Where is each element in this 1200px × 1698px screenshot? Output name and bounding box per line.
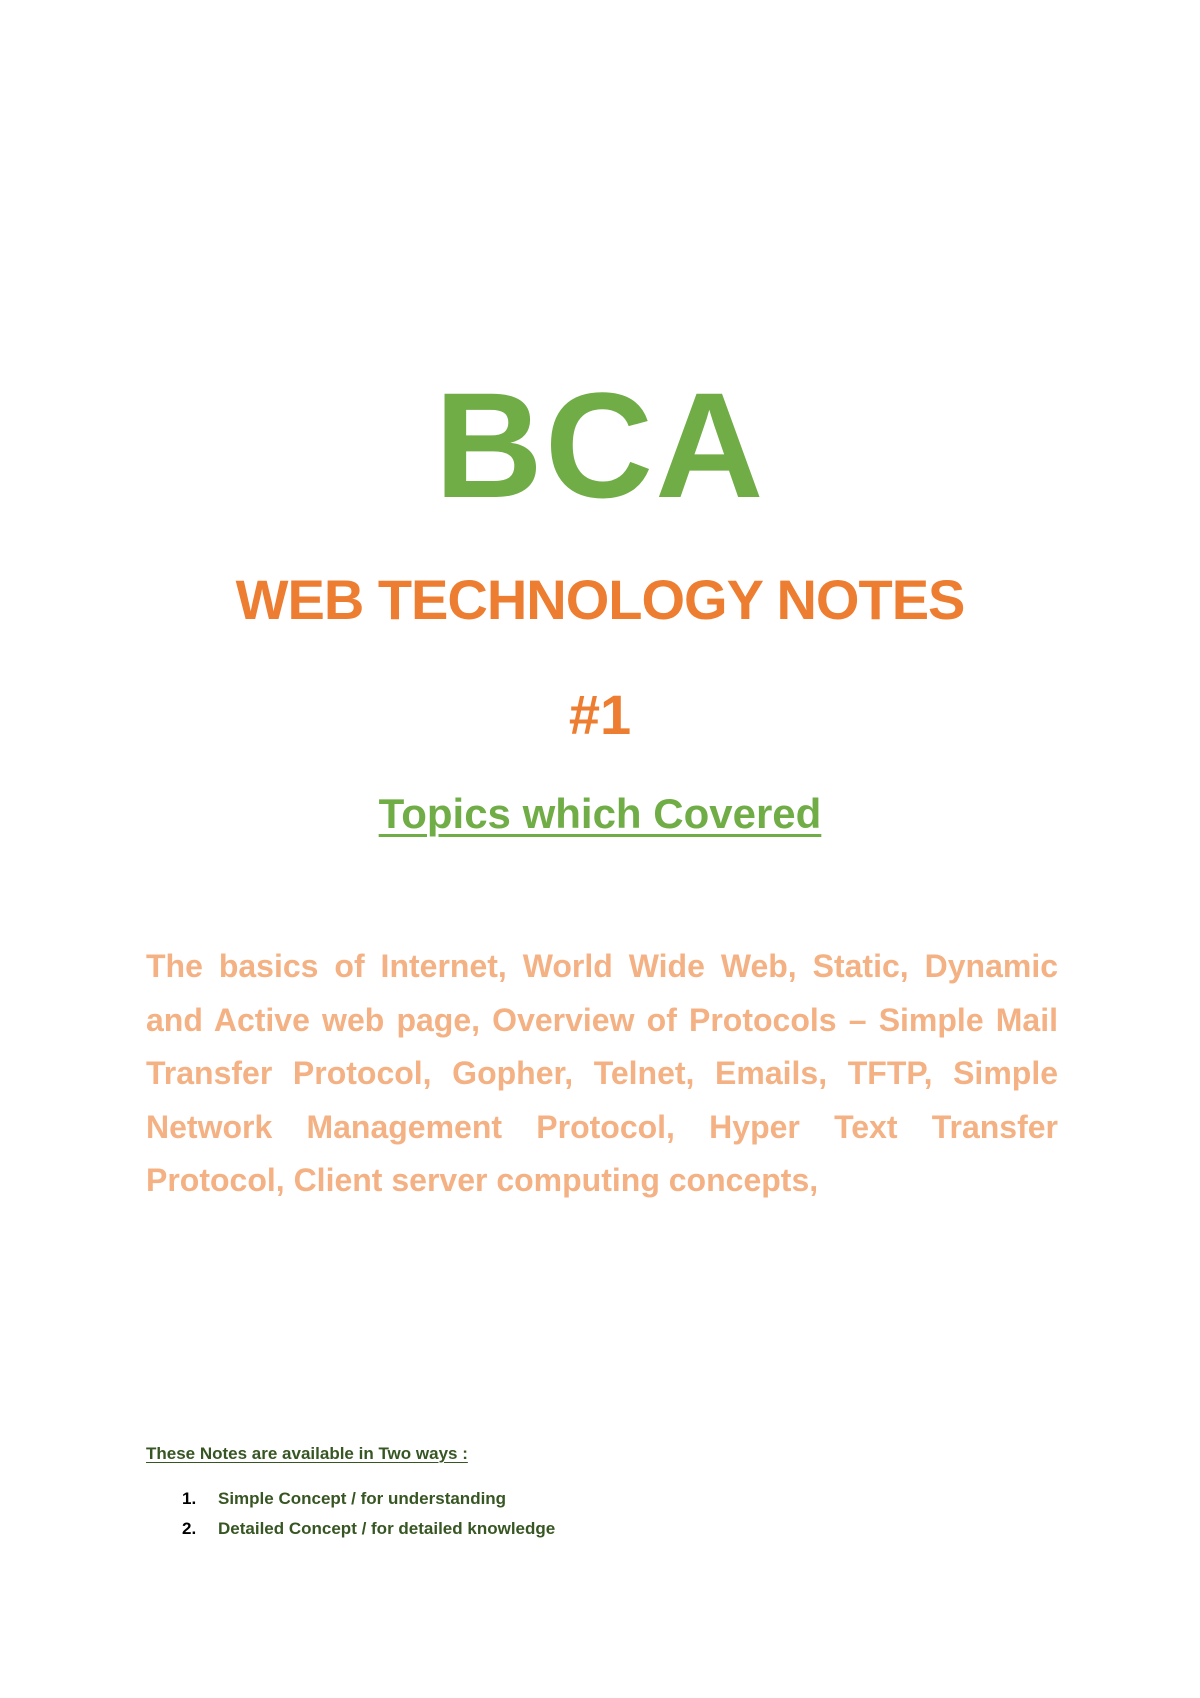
- notes-availability-list: [146, 1484, 555, 1544]
- list-item: [146, 1484, 555, 1514]
- notes-availability-heading: These Notes are available in Two ways :: [146, 1444, 468, 1463]
- notes-number: #1: [568, 683, 632, 746]
- list-item-text: Detailed Concept / for detailed knowledge: [218, 1519, 556, 1538]
- list-item-number: 2.: [182, 1519, 197, 1538]
- topics-heading: Topics which Covered: [378, 790, 822, 837]
- topics-paragraph: The basics of Internet, World Wide Web, Static, Dynamic and Active web page, Overview of Protocols – Simple Mail Transfer Protocol, Gopher, Telnet, Emails, TFTP, Simple Network Management Protocol, Hyper Text Transfer Protocol, Client server computing concepts,: [146, 948, 1058, 1199]
- list-item-text: Simple Concept / for understanding: [218, 1489, 507, 1508]
- list-item-number: 1.: [182, 1489, 197, 1508]
- document-subtitle: WEB TECHNOLOGY NOTES: [235, 568, 965, 631]
- document-title: BCA: [434, 361, 766, 529]
- list-item: [146, 1514, 555, 1544]
